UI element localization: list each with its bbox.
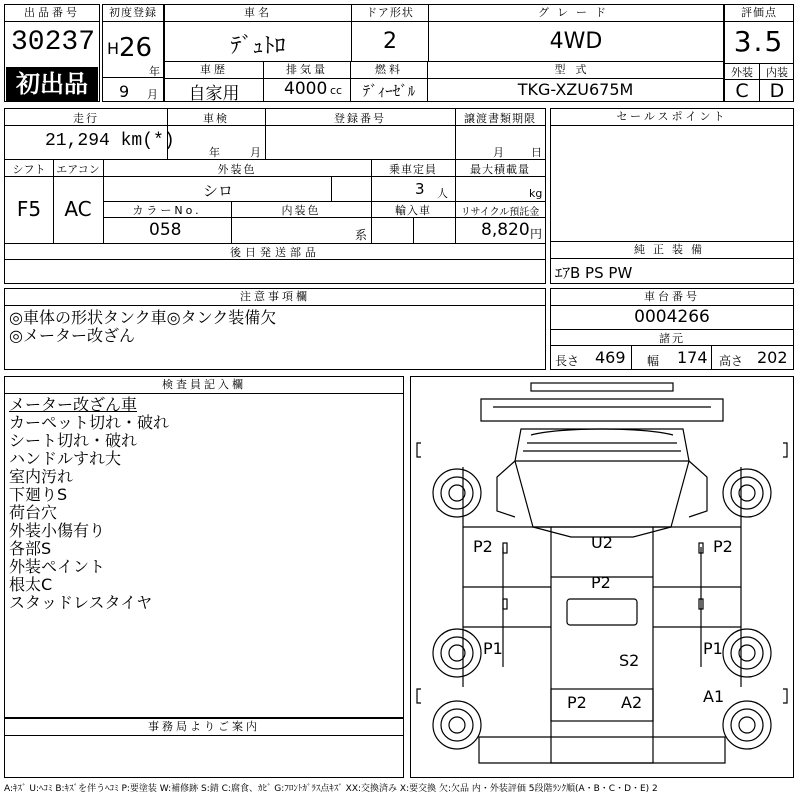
doors-value: 2 <box>383 29 397 54</box>
history-value: 自家用 <box>188 84 240 102</box>
inspector-line: 外装ペイント <box>9 557 106 576</box>
grade-label: グレード <box>429 5 723 22</box>
caution-label: 注意事項欄 <box>5 289 545 306</box>
mileage-value: 21,294 km(*) <box>45 131 175 151</box>
chassis-label: 車台番号 <box>551 289 793 306</box>
inspector-line: 荷台穴 <box>9 503 58 522</box>
era: H <box>107 39 120 58</box>
inspector-line: メーター改ざん車 <box>9 395 138 414</box>
inspection-month-unit: 月 <box>250 146 261 159</box>
recycle-fee: 8,820 <box>481 220 530 240</box>
genuine-equipment-label: 純正装備 <box>551 242 793 259</box>
damage-mark: A2 <box>621 693 643 712</box>
length-label: 長さ <box>555 354 580 368</box>
damage-mark: P1 <box>483 639 503 658</box>
recycle-label: リサイクル預託金 <box>460 207 540 218</box>
damage-mark: P2 <box>591 573 611 592</box>
import-label: 輸入車 <box>395 204 431 217</box>
exterior-label: 外装 <box>731 66 753 79</box>
genuine-equipment-value: ｴｱB PS PW <box>555 264 633 282</box>
sales-points-label: セールスポイント <box>551 109 793 126</box>
specs-box <box>4 108 546 284</box>
registration-year: 26 <box>119 33 153 63</box>
damage-mark: S2 <box>619 651 640 670</box>
year-unit: 年 <box>149 65 160 78</box>
grade-box <box>428 4 724 62</box>
height-value: 202 <box>757 348 788 367</box>
caution-box <box>4 288 546 370</box>
legend: A:ｷｽﾞ U:ﾍｺﾐ B:ｷｽﾞを伴うﾍｺﾐ P:要塗装 W:補修跡 S:錆 C:腐食、ｶﾋﾞ G:ﾌﾛﾝﾄｶﾞﾗｽ点ｷｽﾞ XX:交換済み X:要交換 欠:欠品 内・外装評価 5段階ﾗﾝｸ順(A・B・C・D・E) 2 <box>4 784 658 794</box>
ext-color-label: 外装色 <box>217 163 257 176</box>
car-diagram-box <box>410 376 794 778</box>
grade-value: 4WD <box>549 29 603 54</box>
transfer-month-unit: 月 <box>493 146 504 159</box>
score-box <box>724 4 794 102</box>
transfer-day-unit: 日 <box>531 146 542 159</box>
history-box <box>164 61 264 102</box>
inspector-line: ハンドルすれ大 <box>9 449 122 468</box>
inspector-line: 外装小傷有り <box>9 521 106 540</box>
model-label: 型式 <box>428 62 723 79</box>
lot-number: 30237 <box>11 27 96 58</box>
history-label: 車歴 <box>165 62 263 79</box>
doors-box <box>351 4 429 62</box>
model-value: TKG-XZU675M <box>517 80 634 99</box>
sales-points-box <box>550 108 794 242</box>
month-unit: 月 <box>147 88 158 101</box>
inspection-year-unit: 年 <box>209 146 220 159</box>
score-label: 評価点 <box>725 5 793 22</box>
first-listing-badge: 初出品 <box>6 67 98 101</box>
max-load-unit: kg <box>529 187 543 200</box>
model-box <box>427 61 724 102</box>
lot-number-box <box>4 4 100 102</box>
later-parts-label: 後日発送部品 <box>230 246 320 259</box>
inspector-line: スタッドレスタイヤ <box>9 593 153 612</box>
genuine-equipment-box <box>550 241 794 284</box>
dims-label: 諸元 <box>659 332 685 345</box>
doors-label: ドア形状 <box>352 5 428 22</box>
height-label: 高さ <box>719 354 744 368</box>
car-name-box <box>164 4 352 62</box>
first-registration-box <box>102 4 164 102</box>
damage-mark: P2 <box>567 693 587 712</box>
inspector-line: シート切れ・破れ <box>9 431 138 450</box>
chassis-box <box>550 288 794 370</box>
car-name-label: 車名 <box>165 5 351 22</box>
inspector-label: 検査員記入欄 <box>5 377 403 394</box>
interior-grade: D <box>769 80 785 102</box>
inspector-line: 根太C <box>9 575 53 594</box>
int-color-label: 内装色 <box>281 204 321 217</box>
inspector-line: カーペット切れ・破れ <box>9 413 170 432</box>
color-no-label: カラーNo. <box>132 204 202 217</box>
caution-line: ◎車体の形状タンク車◎タンク装備欠 <box>9 308 277 327</box>
fuel-label: 燃料 <box>351 62 427 79</box>
ac-value: AC <box>64 197 92 221</box>
caution-line: ◎メーター改ざん <box>9 326 135 345</box>
inspector-line: 下廻りS <box>9 485 68 504</box>
int-color-suffix: 系 <box>355 228 368 242</box>
inspector-line: 各部S <box>9 539 52 558</box>
width-value: 174 <box>677 348 708 367</box>
inspector-line: 室内汚れ <box>9 467 74 486</box>
fuel-box <box>350 61 428 102</box>
displacement-box <box>263 61 351 102</box>
shift-label: シフト <box>12 163 46 176</box>
office-box <box>4 718 404 778</box>
chassis-number: 0004266 <box>634 307 710 327</box>
first-registration-label: 初度登録 <box>103 5 163 22</box>
recycle-unit: 円 <box>530 227 543 241</box>
inspector-box <box>4 376 404 718</box>
mileage-label: 走行 <box>73 112 99 125</box>
damage-mark: P2 <box>473 537 493 556</box>
score-value: 3.5 <box>733 25 785 58</box>
inspection-label: 車検 <box>203 112 229 125</box>
damage-mark: P1 <box>703 639 723 658</box>
transfer-date-label: 譲渡書類期限 <box>464 112 536 125</box>
max-load-label: 最大積載量 <box>470 163 530 176</box>
ext-color-value: シロ <box>203 182 234 200</box>
lot-number-label: 出品番号 <box>5 5 99 22</box>
damage-mark: U2 <box>591 533 613 552</box>
displacement-value: 4000 <box>284 79 328 99</box>
car-name: ﾃﾞｭﾄﾛ <box>230 34 286 59</box>
registration-no-label: 登録番号 <box>334 112 386 125</box>
seats-unit: 人 <box>437 187 448 200</box>
interior-label: 内装 <box>766 66 788 79</box>
registration-month: 9 <box>119 82 130 101</box>
seats-value: 3 <box>415 180 425 198</box>
length-value: 469 <box>595 348 626 367</box>
exterior-grade: C <box>735 80 749 102</box>
displacement-label: 排気量 <box>264 62 350 79</box>
color-no-value: 058 <box>149 220 182 240</box>
ac-label: エアコン <box>56 163 100 176</box>
fuel-value: ﾃﾞｨｰｾﾞﾙ <box>362 82 416 100</box>
damage-mark: P2 <box>713 537 733 556</box>
seats-label: 乗車定員 <box>389 163 437 176</box>
displacement-unit: cc <box>330 84 343 97</box>
width-label: 幅 <box>647 354 660 368</box>
shift-value: F5 <box>16 197 42 221</box>
office-label: 事務局よりご案内 <box>5 719 403 736</box>
damage-mark: A1 <box>703 687 725 706</box>
